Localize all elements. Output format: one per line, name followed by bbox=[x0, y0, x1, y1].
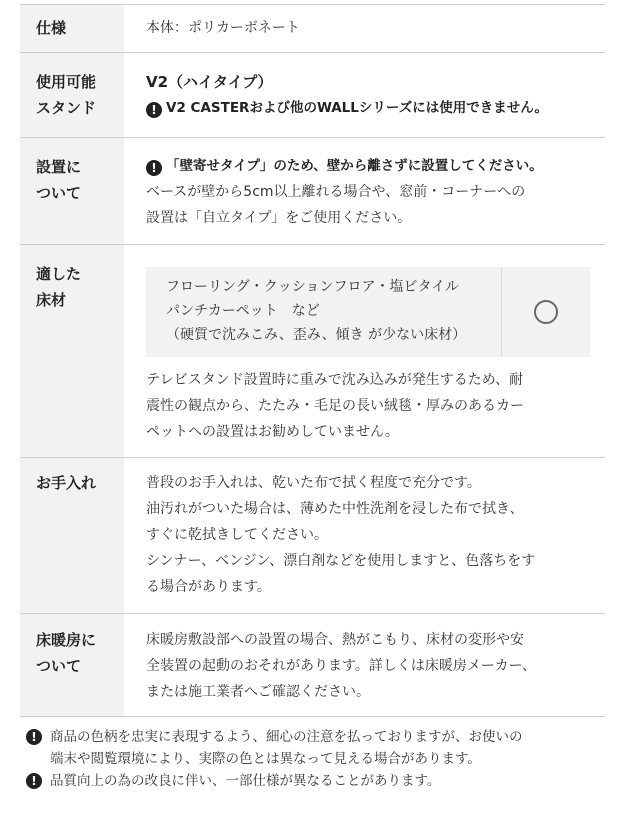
install-warning bbox=[146, 153, 605, 179]
exclamation-circle-icon: ! bbox=[26, 729, 42, 745]
row-label bbox=[20, 53, 124, 137]
spec-row-model bbox=[20, 5, 605, 53]
row-label-text: 床材 bbox=[36, 291, 67, 309]
exclamation-circle-icon: ! bbox=[26, 773, 42, 789]
row-label-text: 仕様 bbox=[36, 19, 67, 37]
footnotes bbox=[26, 726, 606, 792]
heating-text-line: 床暖房敷設部への設置の場合、熱がこもり、床材の変形や安 bbox=[146, 632, 524, 648]
row-label-text: お手入れ bbox=[36, 474, 97, 492]
row-label-text: 適した bbox=[36, 265, 82, 283]
stand-name: V2（ハイタイプ） bbox=[146, 73, 273, 91]
row-value bbox=[124, 53, 605, 137]
row-label bbox=[20, 5, 124, 52]
install-warning-text: 「壁寄せタイプ」のため、壁から離さずに設置してください。 bbox=[166, 158, 543, 174]
floor-note-line: テレビスタンド設置時に重みで沈み込みが発生するため、耐 bbox=[146, 372, 524, 388]
care-text-line: すぐに乾拭きしてください。 bbox=[146, 527, 328, 543]
row-label-text: 床暖房に bbox=[36, 631, 97, 649]
exclamation-circle-icon: ! bbox=[146, 102, 162, 118]
row-value bbox=[124, 458, 605, 613]
stand-warning bbox=[146, 95, 605, 121]
floor-type-line: （硬質で沈みこみ、歪み、傾き が少ない床材） bbox=[166, 327, 467, 343]
footnote-line: 品質向上の為の改良に伴い、一部仕様が異なることがあります。 bbox=[50, 773, 441, 789]
row-label bbox=[20, 138, 124, 244]
footnote-text bbox=[50, 726, 523, 770]
spec-row-heating bbox=[20, 614, 605, 717]
suitable-floor-box bbox=[146, 267, 590, 357]
floor-type-line: フローリング・クッションフロア・塩ビタイル bbox=[166, 279, 460, 295]
circle-ok-icon bbox=[534, 300, 558, 324]
row-value bbox=[124, 614, 605, 716]
row-label-text: 設置に bbox=[36, 158, 82, 176]
floor-note-line: ペットへの設置はお勧めしていません。 bbox=[146, 424, 399, 440]
care-text-line: 普段のお手入れは、乾いた布で拭く程度で充分です。 bbox=[146, 475, 481, 491]
care-text-line: シンナー、ベンジン、漂白剤などを使用しますと、色落ちをす bbox=[146, 553, 536, 569]
care-text-line: る場合があります。 bbox=[146, 579, 271, 595]
floor-note bbox=[146, 367, 605, 445]
material-text: 本体：ポリカーボネート bbox=[146, 20, 300, 36]
floor-note-line: 震性の観点から、たたみ・毛足の長い絨毯・厚みのあるカー bbox=[146, 398, 524, 414]
row-label bbox=[20, 245, 124, 457]
row-label bbox=[20, 458, 124, 613]
spec-row-stand bbox=[20, 53, 605, 138]
floor-type-line: パンチカーペット など bbox=[166, 303, 320, 319]
footnote-line: 端末や閲覧環境により、実際の色とは異なって見える場合があります。 bbox=[50, 751, 481, 767]
spec-row-install bbox=[20, 138, 605, 245]
row-value bbox=[124, 138, 605, 244]
row-label bbox=[20, 614, 124, 716]
row-label-text: スタンド bbox=[36, 99, 97, 117]
suitability-cell bbox=[501, 267, 590, 357]
care-text-line: 油汚れがついた場合は、薄めた中性洗剤を浸した布で拭き、 bbox=[146, 501, 524, 517]
row-label-text: 使用可能 bbox=[36, 73, 97, 91]
stand-warning-text: V2 CASTERおよび他のWALLシリーズには使用できません。 bbox=[166, 100, 549, 116]
suitable-floor-list bbox=[146, 267, 501, 357]
footnote bbox=[26, 770, 606, 792]
heating-text-line: 全装置の起動のおそれがあります。詳しくは床暖房メーカー、 bbox=[146, 658, 537, 674]
row-label-text: ついて bbox=[36, 657, 82, 675]
exclamation-circle-icon: ! bbox=[146, 160, 162, 176]
footnote-line: 商品の色柄を忠実に表現するよう、細心の注意を払っておりますが、お使いの bbox=[50, 729, 523, 745]
spec-row-care bbox=[20, 458, 605, 614]
footnote bbox=[26, 726, 606, 770]
install-text-line: 設置は「自立タイプ」をご使用ください。 bbox=[146, 210, 412, 226]
heating-text-line: または施工業者へご確認ください。 bbox=[146, 684, 370, 700]
spec-table bbox=[20, 4, 605, 717]
row-label-text: ついて bbox=[36, 184, 82, 202]
row-value bbox=[124, 245, 605, 457]
install-text-line: ベースが壁から5cm以上離れる場合や、窓前・コーナーへの bbox=[146, 184, 526, 200]
spec-row-floor bbox=[20, 245, 605, 458]
footnote-text bbox=[50, 770, 440, 792]
row-value bbox=[124, 5, 605, 52]
